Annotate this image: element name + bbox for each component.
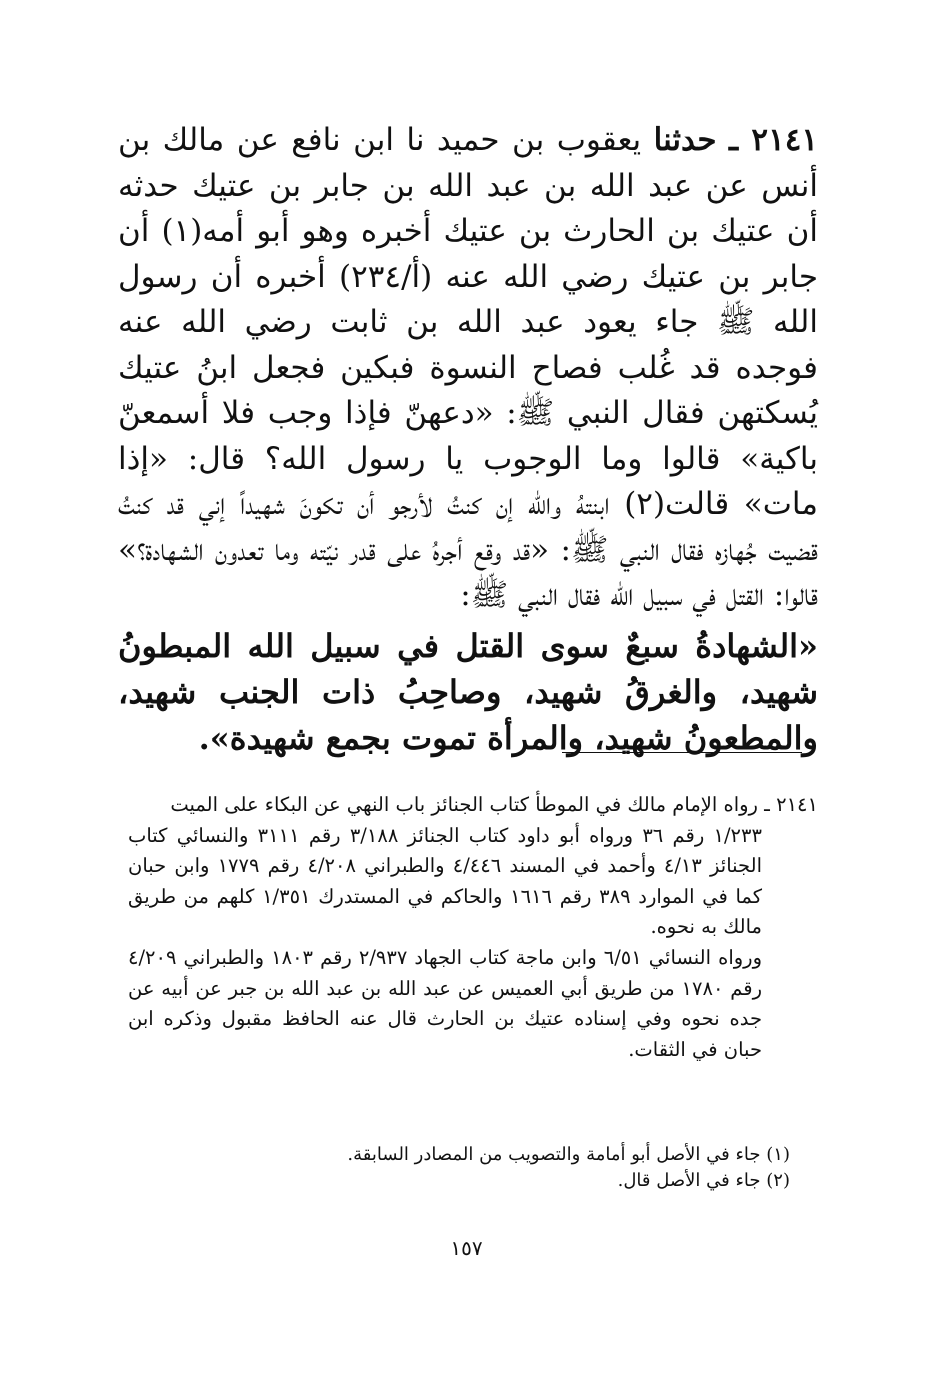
hadith-quote: «الشهادةُ سبعٌ سوى القتل في سبيل الله المبطونُ شهيد، والغرقُ شهيد، وصاحِبُ ذات الجنب شهيد، والمطعونُ شهيد، والمرأة تموت بجمع شهيدة». — [118, 626, 818, 757]
hadith-number: ٢١٤١ ـ — [728, 122, 819, 158]
footnote-divider — [562, 752, 802, 753]
note-2: (٢) جاء في الأصل قال. — [617, 1170, 790, 1191]
hadith-paragraph — [118, 118, 818, 619]
footnote-first-line: ٢١٤١ ـ رواه الإمام مالك في الموطأ كتاب الجنائز باب النهي عن البكاء على الميت — [170, 793, 818, 816]
takhrij-footnote — [128, 790, 818, 1065]
editor-notes — [300, 1142, 790, 1194]
narration-keyword: حدثنا — [653, 122, 717, 158]
footnote-paragraph-2: ورواه النسائي ٦/٥١ وابن ماجة كتاب الجهاد ٢/٩٣٧ رقم ١٨٠٣ والطبراني ٤/٢٠٩ رقم ١٧٨٠ من طريق أبي العميس عن عبد الله بن عبد الله بن جبر عن أبيه عن جده نحوه وفي إسناده عتيك بن الحارث قال عنه الحافظ مقبول وذكره ابن حبان في الثقات. — [128, 945, 763, 1061]
hadith-body: يعقوب بن حميد نا ابن نافع عن مالك بن أنس عن عبد الله بن عبد الله بن جابر بن عتيك حدثه أن عتيك بن الحارث بن عتيك أخبره وهو أبو أمه(١) أن جابر بن عتيك رضي الله عنه (أ/٢٣٤) أخبره أن رسول الله ﷺ جاء يعود عبد الله بن ثابت رضي الله عنه فوجده قد غُلب فصاح النسوة فبكين فجعل ابنُ عتيك يُسكتهن فقال النبي ﷺ: «دعهنّ فإذا وجب فلا أسمعنّ باكية» قالوا وما الوجوب يا رسول الله؟ قال: «إذا مات» قالت(٢) ابنتهُ والله إن كنتُ لأرجو أن تكونَ شهيداً إني قد كنتُ قضيت جُهازه فقال النبي ﷺ: «قد وقع أجرهُ على قدر نيّته وما تعدون الشهادة؟» قالوا: القتل في سبيل الله فقال النبي ﷺ: — [118, 122, 818, 613]
footnote-paragraph-1: ١/٢٣٣ رقم ٣٦ ورواه أبو داود كتاب الجنائز ٣/١٨٨ رقم ٣١١١ والنسائي كتاب الجنائز ٤/١٣ وأحمد في المسند ٤/٤٤٦ والطبراني ٤/٢٠٨ رقم ١٧٧٩ وابن حبان كما في الموارد ٣٨٩ رقم ١٦١٦ والحاكم في المستدرك ١/٣٥١ كلهم من طريق مالك به نحوه. — [128, 823, 762, 939]
note-1: (١) جاء في الأصل أبو أمامة والتصويب من المصادر السابقة. — [347, 1144, 790, 1165]
page-number: ١٥٧ — [450, 1236, 483, 1260]
hadith-text — [118, 118, 818, 761]
